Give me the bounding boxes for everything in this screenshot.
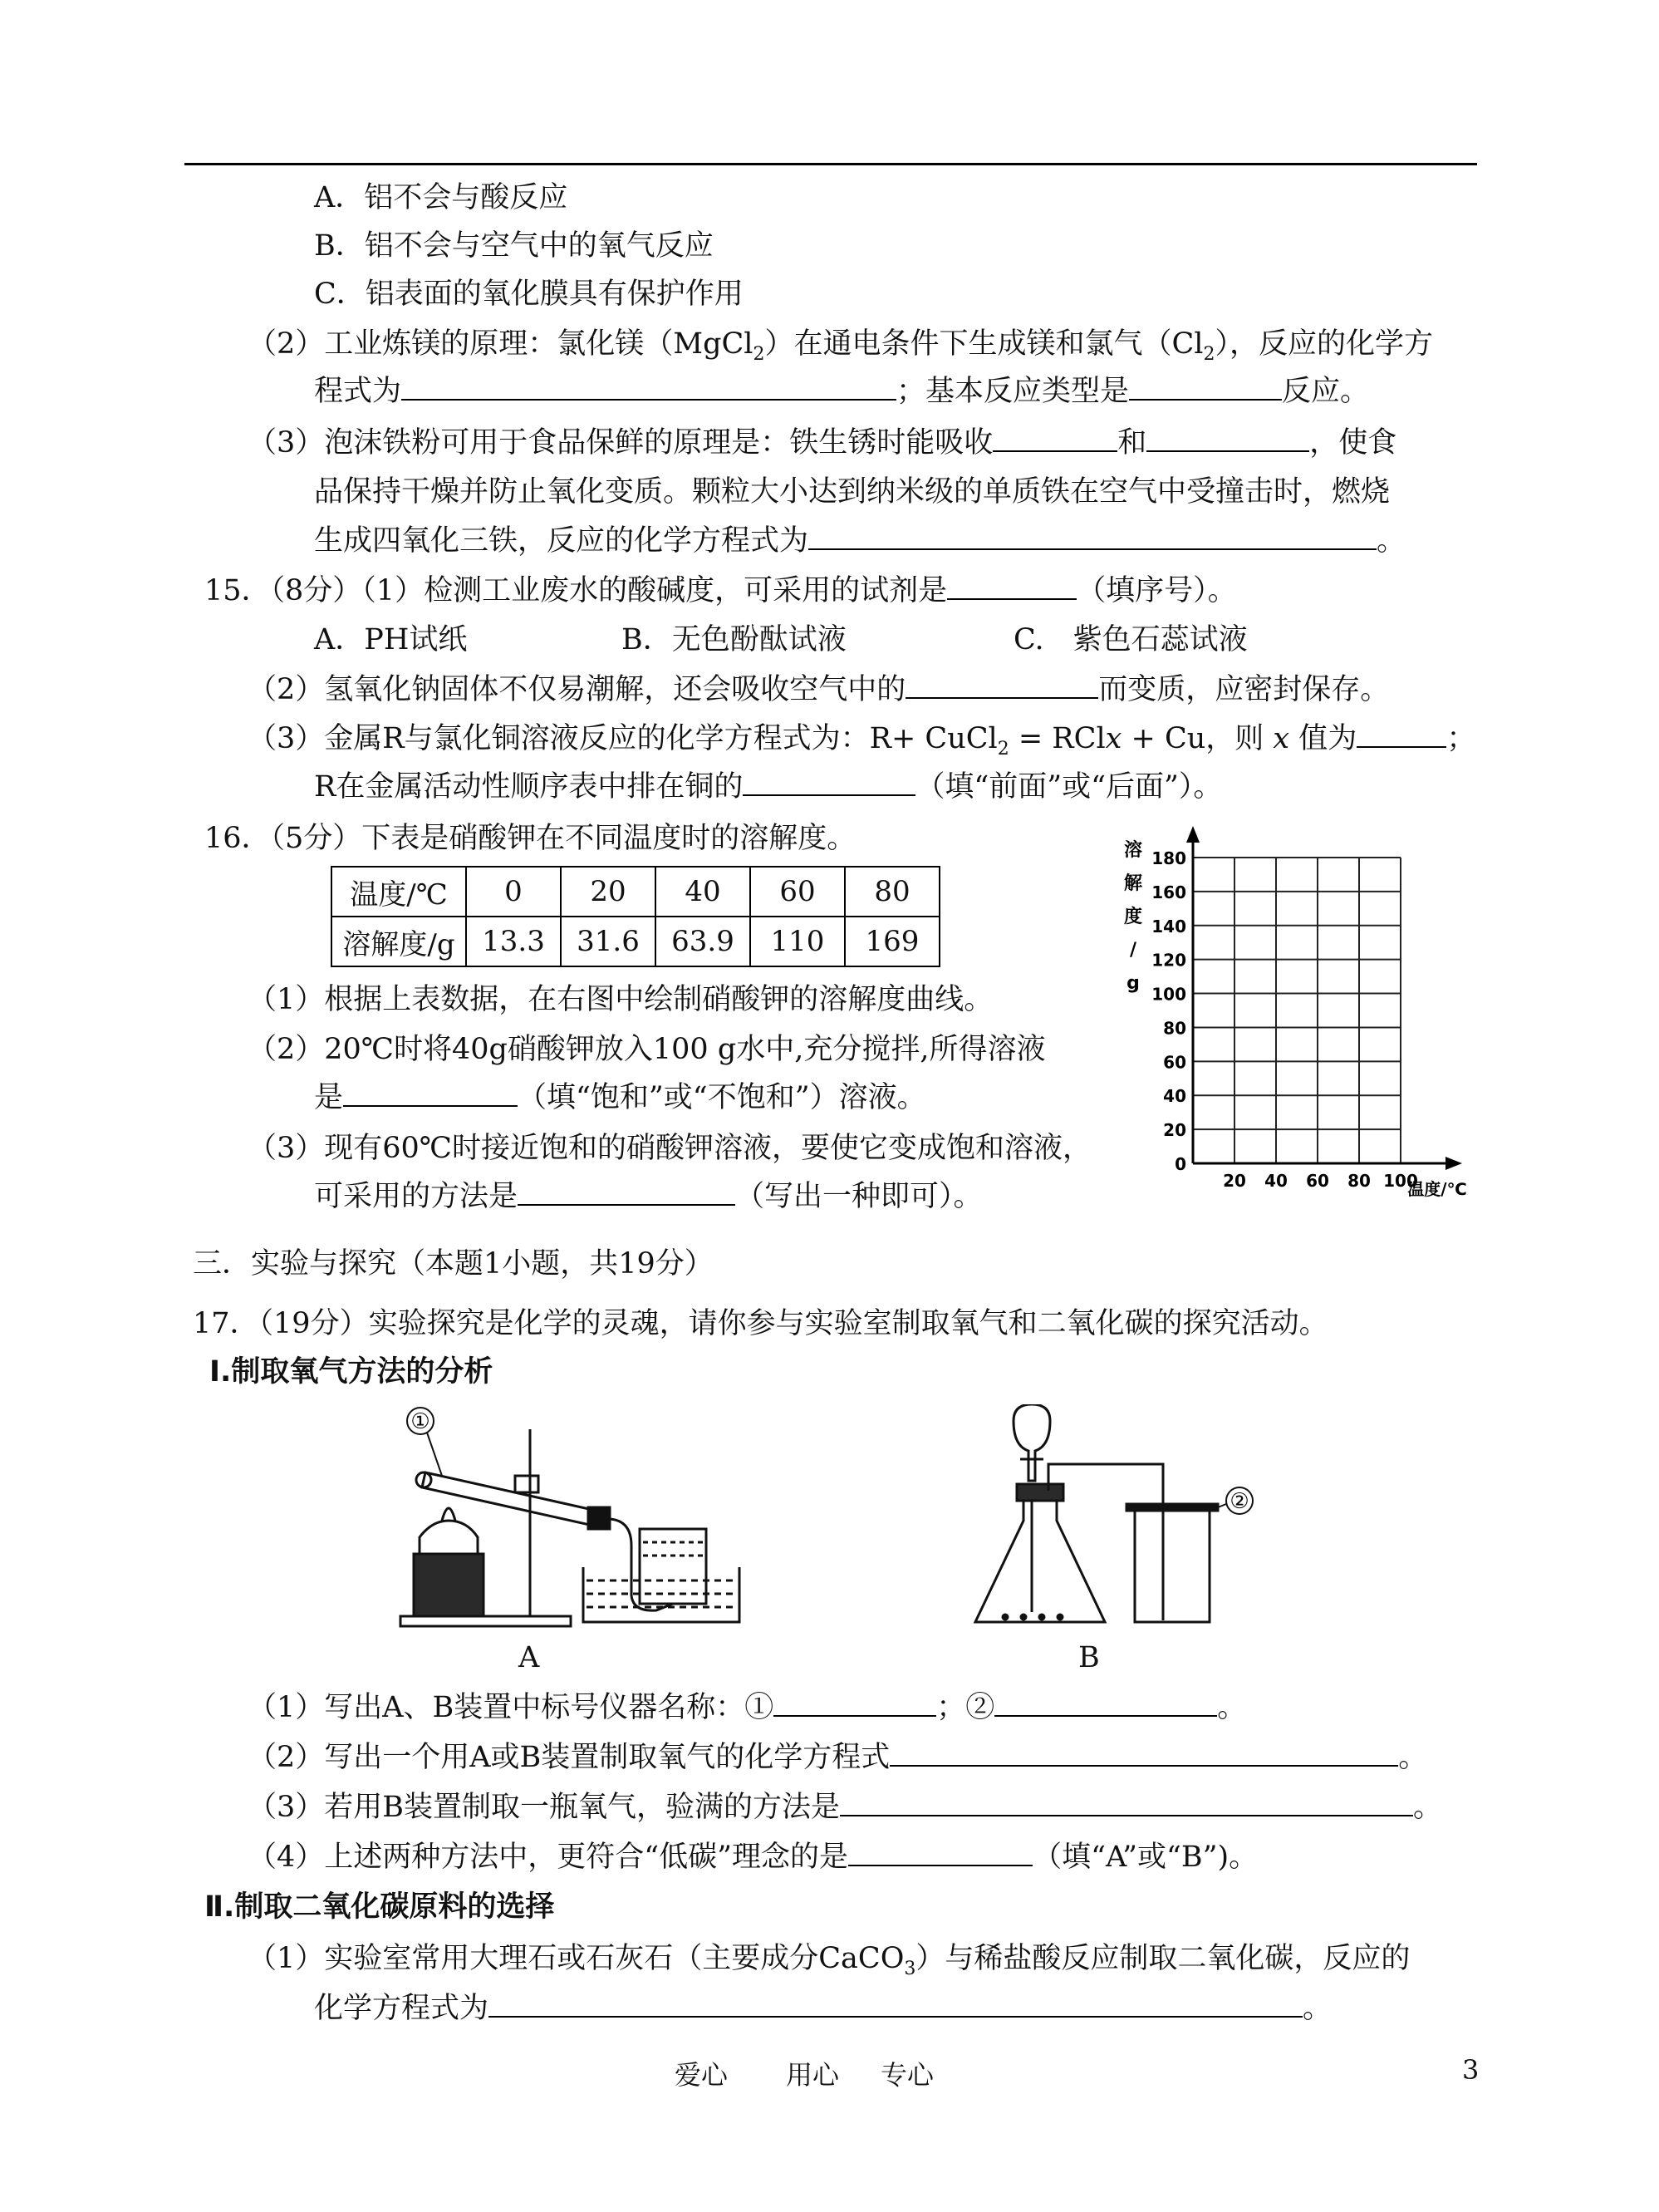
table-cell: 13.3 xyxy=(466,917,561,966)
table-cell: 溶解度/g xyxy=(331,917,466,966)
chart-axes xyxy=(1186,826,1462,1170)
q15-option-b: B．无色酚酞试液 xyxy=(621,623,847,656)
answer-blank-saturation[interactable] xyxy=(343,1077,518,1107)
answer-blank-reaction-type[interactable] xyxy=(1129,371,1282,401)
answer-blank-equation[interactable] xyxy=(401,371,896,401)
delivery-tube xyxy=(610,1519,673,1610)
separatory-funnel xyxy=(1014,1404,1050,1481)
x-tick-label: 60 xyxy=(1306,1171,1329,1191)
y-tick-label: 20 xyxy=(1163,1120,1186,1141)
gas-collection-bottle xyxy=(1135,1509,1210,1622)
q17-sub3: （3）若用B装置制取一瓶氧气，验满的方法是 。 xyxy=(248,1787,1442,1828)
page-number: 3 xyxy=(1462,2054,1480,2086)
answer-blank-low-carbon[interactable] xyxy=(848,1836,1033,1866)
answer-blank-air-component[interactable] xyxy=(906,669,1098,699)
apparatus-b-diagram xyxy=(972,1404,1254,1637)
x-tick-label: 20 xyxy=(1223,1171,1246,1191)
y-axis-label-char: 度 xyxy=(1123,907,1143,927)
table-row xyxy=(331,917,940,966)
y-tick-label: 60 xyxy=(1163,1052,1186,1073)
table-row xyxy=(331,867,940,917)
y-tick-label: 180 xyxy=(1151,848,1186,868)
answer-blank-reagent[interactable] xyxy=(947,570,1077,600)
stopper xyxy=(588,1507,610,1529)
answer-blank-absorb-2[interactable] xyxy=(1146,422,1309,452)
header-rule xyxy=(184,163,1477,165)
solubility-grid-chart xyxy=(1113,824,1479,1207)
answer-blank-co2-equation[interactable] xyxy=(488,1988,1303,2018)
section-3-heading: 三．实验与探究（本题1小题，共19分） xyxy=(193,1247,714,1281)
y-axis-arrow xyxy=(1186,826,1200,843)
y-tick-label: 0 xyxy=(1175,1154,1186,1174)
y-tick-label: 120 xyxy=(1151,950,1186,971)
table-cell: 60 xyxy=(750,867,845,917)
solubility-table xyxy=(331,866,940,967)
answer-blank-fe-equation[interactable] xyxy=(808,520,1377,550)
answer-blank-instrument-1[interactable] xyxy=(773,1687,936,1717)
q16-sub3-line2: 可采用的方法是 （写出一种即可）。 xyxy=(314,1176,983,1217)
q17-part2-line2: 化学方程式为 。 xyxy=(314,1988,1332,2029)
y-axis-label-char: / xyxy=(1129,940,1137,961)
q15-line4: （3）金属R与氯化铜溶液反应的化学方程式为：R+ CuCl$_2$ = RClx + Cu，则 x 值为 ； xyxy=(248,718,1475,770)
answer-blank-position[interactable] xyxy=(743,766,915,796)
y-tick-label: 100 xyxy=(1151,984,1186,1005)
q16-sub2-line1: （2）20℃时将40g硝酸钾放入100 g水中,充分搅拌,所得溶液 xyxy=(248,1033,1046,1066)
chart-grid xyxy=(1193,858,1401,1163)
answer-blank-absorb-1[interactable] xyxy=(993,422,1117,452)
q14-option-a: A．铝不会与酸反应 xyxy=(314,181,568,214)
y-tick-label: 80 xyxy=(1163,1018,1186,1039)
q17-title: 17．（19分）实验探究是化学的灵魂，请你参与实验室制取氧气和二氧化碳的探究活动。 xyxy=(193,1307,1328,1340)
chart-x-ticks xyxy=(1223,1171,1418,1191)
q17-sub2: （2）写出一个用A或B装置制取氧气的化学方程式 。 xyxy=(248,1737,1427,1778)
table-cell: 40 xyxy=(655,867,750,917)
answer-blank-method[interactable] xyxy=(518,1176,735,1206)
table-cell: 温度/℃ xyxy=(331,867,466,917)
y-axis-label-char: 溶 xyxy=(1123,840,1143,861)
q15-option-c: C. 紫色石蕊试液 xyxy=(1014,623,1248,656)
q17-part1-heading: Ⅰ.制取氧气方法的分析 xyxy=(209,1355,493,1389)
chart-x-axis-label: 温度/℃ xyxy=(1407,1179,1467,1199)
q16-sub1: （1）根据上表数据，在右图中绘制硝酸钾的溶解度曲线。 xyxy=(248,983,994,1016)
marker-2: ② xyxy=(1230,1489,1249,1514)
footer-text-3: 专心 xyxy=(881,2059,935,2091)
q17-sub1: （1）写出A、B装置中标号仪器名称：① ；② 。 xyxy=(248,1687,1246,1728)
q14-3-line1: （3）泡沫铁粉可用于食品保鲜的原理是：铁生锈时能吸收 和 ，使食 xyxy=(248,422,1396,464)
apparatus-b-label: B xyxy=(1078,1641,1100,1674)
q14-option-c: C．铝表面的氧化膜具有保护作用 xyxy=(314,278,744,311)
clamp xyxy=(515,1476,538,1492)
q15-line5: R在金属活动性顺序表中排在铜的 （填“前面”或“后面”）。 xyxy=(314,766,1222,808)
y-axis-label-char: g xyxy=(1126,973,1140,994)
table-cell: 31.6 xyxy=(561,917,655,966)
q17-sub4: （4）上述两种方法中，更符合“低碳”理念的是 （填“A”或“B”)。 xyxy=(248,1836,1258,1878)
table-cell: 80 xyxy=(845,867,940,917)
q14-3-line2: 品保持干燥并防止氧化变质。颗粒大小达到纳米级的单质铁在空气中受撞击时，燃烧 xyxy=(314,475,1391,509)
y-axis-label-char: 解 xyxy=(1123,873,1143,894)
x-tick-label: 80 xyxy=(1347,1171,1371,1191)
table-cell: 0 xyxy=(466,867,561,917)
marker-1: ① xyxy=(410,1409,430,1434)
q16-title: 16．（5分）下表是硝酸钾在不同温度时的溶解度。 xyxy=(204,822,856,855)
y-tick-label: 140 xyxy=(1151,916,1186,936)
chart-y-axis-label xyxy=(1124,839,1142,994)
x-tick-label: 100 xyxy=(1383,1171,1418,1191)
q15-option-a: A．PH试纸 xyxy=(314,623,468,656)
answer-blank-instrument-2[interactable] xyxy=(994,1687,1217,1717)
table-cell: 110 xyxy=(750,917,845,966)
q15-line3: （2）氢氧化钠固体不仅易潮解，还会吸收空气中的 而变质，应密封保存。 xyxy=(248,669,1389,710)
y-tick-label: 160 xyxy=(1151,882,1186,902)
table-cell: 20 xyxy=(561,867,655,917)
table-cell: 63.9 xyxy=(655,917,750,966)
answer-blank-verify-method[interactable] xyxy=(840,1787,1413,1816)
footer-text-1: 爱心 xyxy=(675,2059,729,2091)
x-tick-label: 40 xyxy=(1264,1171,1288,1191)
stand-base xyxy=(400,1616,571,1626)
apparatus-a-label: A xyxy=(518,1641,540,1674)
q14-2-line1: （2）工业炼镁的原理：氯化镁（MgCl$_2$）在通电条件下生成镁和氯气$(Cl_2)$，反应的化学方 xyxy=(248,327,1433,365)
table-cell: 169 xyxy=(845,917,940,966)
footer-text-2: 用心 xyxy=(786,2059,840,2091)
lamp-block xyxy=(414,1554,483,1616)
conical-flask xyxy=(975,1487,1105,1622)
chart-y-ticks xyxy=(1151,848,1186,1174)
q16-sub2-line2: 是 （填“饱和”或“不饱和”）溶液。 xyxy=(314,1077,926,1118)
y-tick-label: 40 xyxy=(1163,1086,1186,1107)
q14-option-b: B．铝不会与空气中的氧气反应 xyxy=(314,229,714,263)
answer-blank-x-value[interactable] xyxy=(1357,718,1446,748)
q17-part2-line1: （1）实验室常用大理石或石灰石（主要成分CaCO$_3$）与稀盐酸反应制取二氧化碳，反应的 xyxy=(248,1942,1411,1979)
q15-line1: 15．（8分）（1）检测工业废水的酸碱度，可采用的试剂是 （填序号）。 xyxy=(204,570,1237,612)
apparatus-a-diagram xyxy=(390,1404,748,1637)
test-tube xyxy=(422,1472,596,1526)
q16-sub3-line1: （3）现有60℃时接近饱和的硝酸钾溶液，要使它变成饱和溶液， xyxy=(248,1132,1092,1165)
q14-2-line2: 程式为 ；基本反应类型是 反应。 xyxy=(314,371,1369,412)
answer-blank-oxygen-equation[interactable] xyxy=(890,1737,1398,1767)
x-axis-arrow xyxy=(1445,1157,1462,1170)
q17-part2-heading: Ⅱ.制取二氧化碳原料的选择 xyxy=(204,1890,555,1924)
q14-3-line3: 生成四氧化三铁，反应的化学方程式为 。 xyxy=(314,520,1406,562)
